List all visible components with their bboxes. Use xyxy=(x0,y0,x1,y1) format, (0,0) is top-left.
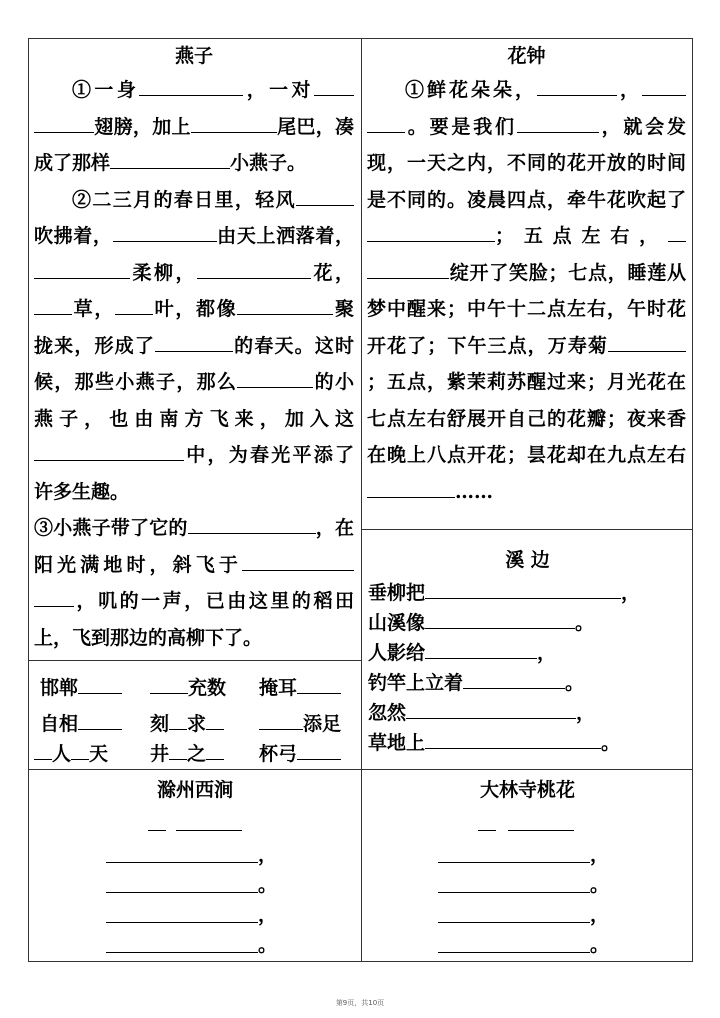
fill-blank[interactable] xyxy=(155,332,233,351)
fill-blank[interactable] xyxy=(367,478,455,497)
fill-blank[interactable] xyxy=(425,580,621,599)
idiom-7b: 天 xyxy=(89,743,109,766)
fill-blank[interactable] xyxy=(253,369,313,388)
idiom-4: 自相 xyxy=(40,713,79,736)
fill-blank[interactable] xyxy=(150,675,188,694)
idiom-2: 充数 xyxy=(188,677,227,700)
swallow-paragraph-2: ②二三月的春日里，轻风吹拂着， 由天上洒落着，柔柳， 花，草， 叶，都像 聚拢来，形成了 的春天。这时候，那些小燕子，那么 的小燕子，也由南方飞来，加入这中，为春光平添了许多生趣。 xyxy=(34,182,354,511)
stream-line-1-label: 垂柳把 xyxy=(368,582,426,605)
stream-line-3-end: ， xyxy=(537,642,557,665)
fill-blank[interactable] xyxy=(608,332,628,351)
fill-blank[interactable] xyxy=(297,675,341,694)
poem-line-4-end: 。 xyxy=(258,934,278,956)
dalin-section xyxy=(362,770,693,961)
stream-line-3-label: 人影给 xyxy=(368,642,426,665)
stream-line-2-label: 山溪像 xyxy=(368,612,426,635)
fill-blank[interactable] xyxy=(169,741,187,760)
fill-blank[interactable] xyxy=(336,186,354,205)
clock-section xyxy=(367,44,686,510)
idiom-5b: 求 xyxy=(187,713,207,736)
chuzhou-title: 滁州西涧 xyxy=(156,779,233,801)
page-footer: 第9页，共10页 xyxy=(335,999,385,1007)
fill-blank[interactable] xyxy=(237,369,253,388)
stream-line-1-end: ， xyxy=(621,582,641,605)
poem-line-4-blank[interactable] xyxy=(438,952,590,953)
fill-blank[interactable] xyxy=(367,113,405,132)
swallow-title: 燕子 xyxy=(174,45,213,67)
fill-blank[interactable] xyxy=(628,332,686,351)
author-dynasty-blank[interactable] xyxy=(478,830,496,831)
fill-blank[interactable] xyxy=(297,741,341,760)
fill-blank[interactable] xyxy=(34,296,72,315)
fill-blank[interactable] xyxy=(237,296,277,315)
idiom-1: 邯郸 xyxy=(40,677,79,700)
poem-line-4-blank[interactable] xyxy=(106,952,258,953)
fill-blank[interactable] xyxy=(425,640,537,659)
idiom-9: 杯弓 xyxy=(259,743,298,766)
poem-line-2-end: 。 xyxy=(258,874,278,896)
fill-blank[interactable] xyxy=(642,77,686,96)
fill-blank[interactable] xyxy=(293,259,311,278)
author-dynasty-blank[interactable] xyxy=(148,830,166,831)
poem-line-3-blank[interactable] xyxy=(106,922,258,923)
fill-blank[interactable] xyxy=(34,442,184,461)
fill-blank[interactable] xyxy=(34,113,94,132)
fill-blank[interactable] xyxy=(113,223,217,242)
fill-blank[interactable] xyxy=(71,741,89,760)
stream-line-6-label: 草地上 xyxy=(368,732,426,755)
stream-line-6-end: 。 xyxy=(601,732,621,755)
poem-line-2-blank[interactable] xyxy=(106,892,258,893)
fill-blank[interactable] xyxy=(259,711,303,730)
fill-blank[interactable] xyxy=(296,186,336,205)
poem-line-3-blank[interactable] xyxy=(438,922,590,923)
fill-blank[interactable] xyxy=(110,150,230,169)
swallow-paragraph-3: ③小燕子带了它的 ，在阳光满地时，斜飞于，叽的一声，已由这里的稻田上，飞到那边的高柳下了。 xyxy=(34,510,354,656)
fill-blank[interactable] xyxy=(78,675,122,694)
stream-line-4-end: 。 xyxy=(565,672,585,695)
stream-line-5-end: ， xyxy=(576,702,596,725)
poem-line-1-blank[interactable] xyxy=(438,862,590,863)
fill-blank[interactable] xyxy=(668,223,686,242)
fill-blank[interactable] xyxy=(314,77,354,96)
fill-blank[interactable] xyxy=(242,551,354,570)
fill-blank[interactable] xyxy=(537,77,617,96)
poem-line-1-end: ， xyxy=(258,844,278,866)
poem-line-1-blank[interactable] xyxy=(106,862,258,863)
fill-blank[interactable] xyxy=(367,223,495,242)
idiom-3: 掩耳 xyxy=(259,677,298,700)
fill-blank[interactable] xyxy=(197,259,293,278)
swallow-paragraph-1: ①一身 ，一对翅膀，加上 尾巴，凑成了那样 小燕子。 xyxy=(34,72,354,182)
stream-section xyxy=(362,530,693,769)
stream-line-4-label: 钓竿上立着 xyxy=(368,672,464,695)
idioms-section xyxy=(28,661,362,769)
fill-blank[interactable] xyxy=(191,113,277,132)
fill-blank[interactable] xyxy=(78,711,122,730)
dalin-title: 大林寺桃花 xyxy=(479,779,575,801)
idiom-6: 添足 xyxy=(303,713,342,736)
fill-blank[interactable] xyxy=(34,259,130,278)
fill-blank[interactable] xyxy=(463,670,565,689)
fill-blank[interactable] xyxy=(115,296,153,315)
fill-blank[interactable] xyxy=(206,711,224,730)
poem-line-3-end: ， xyxy=(258,904,278,926)
idiom-8a: 井 xyxy=(150,743,170,766)
stream-line-5-label: 忽然 xyxy=(368,702,407,725)
fill-blank[interactable] xyxy=(406,700,576,719)
stream-line-2-end: 。 xyxy=(575,612,595,635)
clock-paragraph: ①鲜花朵朵， ，。要是我们 ，就会发现，一天之内，不同的花开放的时间是不同的。凌晨四点，牵牛花吹起了；五点左右，绽开了笑脸；七点，睡莲从梦中醒来；中午十二点左右，午时花开花了；下午三点，万寿菊；五点，紫茉莉苏醒过来；月光花在七点左右舒展开自己的花瓣；夜来香在晚上八点开花；昙花却在九点左右…… xyxy=(367,72,686,510)
poem-line-4-end: 。 xyxy=(590,934,610,956)
fill-blank[interactable] xyxy=(277,296,333,315)
idiom-7a: 人 xyxy=(52,743,72,766)
fill-blank[interactable] xyxy=(206,741,224,760)
stream-title: 溪 边 xyxy=(505,549,550,571)
swallow-section xyxy=(34,44,354,656)
fill-blank[interactable] xyxy=(517,113,599,132)
poem-line-3-end: ， xyxy=(590,904,610,926)
fill-blank[interactable] xyxy=(425,610,575,629)
fill-blank[interactable] xyxy=(34,741,52,760)
idiom-8b: 之 xyxy=(187,743,207,766)
idiom-5a: 刻 xyxy=(150,713,170,736)
author-name-blank[interactable] xyxy=(176,830,242,831)
poem-line-2-blank[interactable] xyxy=(438,892,590,893)
fill-blank[interactable] xyxy=(169,711,187,730)
poem-line-1-end: ， xyxy=(590,844,610,866)
author-name-blank[interactable] xyxy=(508,830,574,831)
fill-blank[interactable] xyxy=(34,588,74,607)
fill-blank[interactable] xyxy=(425,730,601,749)
fill-blank[interactable] xyxy=(139,77,243,96)
fill-blank[interactable] xyxy=(367,259,449,278)
fill-blank[interactable] xyxy=(188,515,316,534)
chuzhou-section xyxy=(28,770,362,961)
clock-title: 花钟 xyxy=(507,45,546,67)
poem-line-2-end: 。 xyxy=(590,874,610,896)
